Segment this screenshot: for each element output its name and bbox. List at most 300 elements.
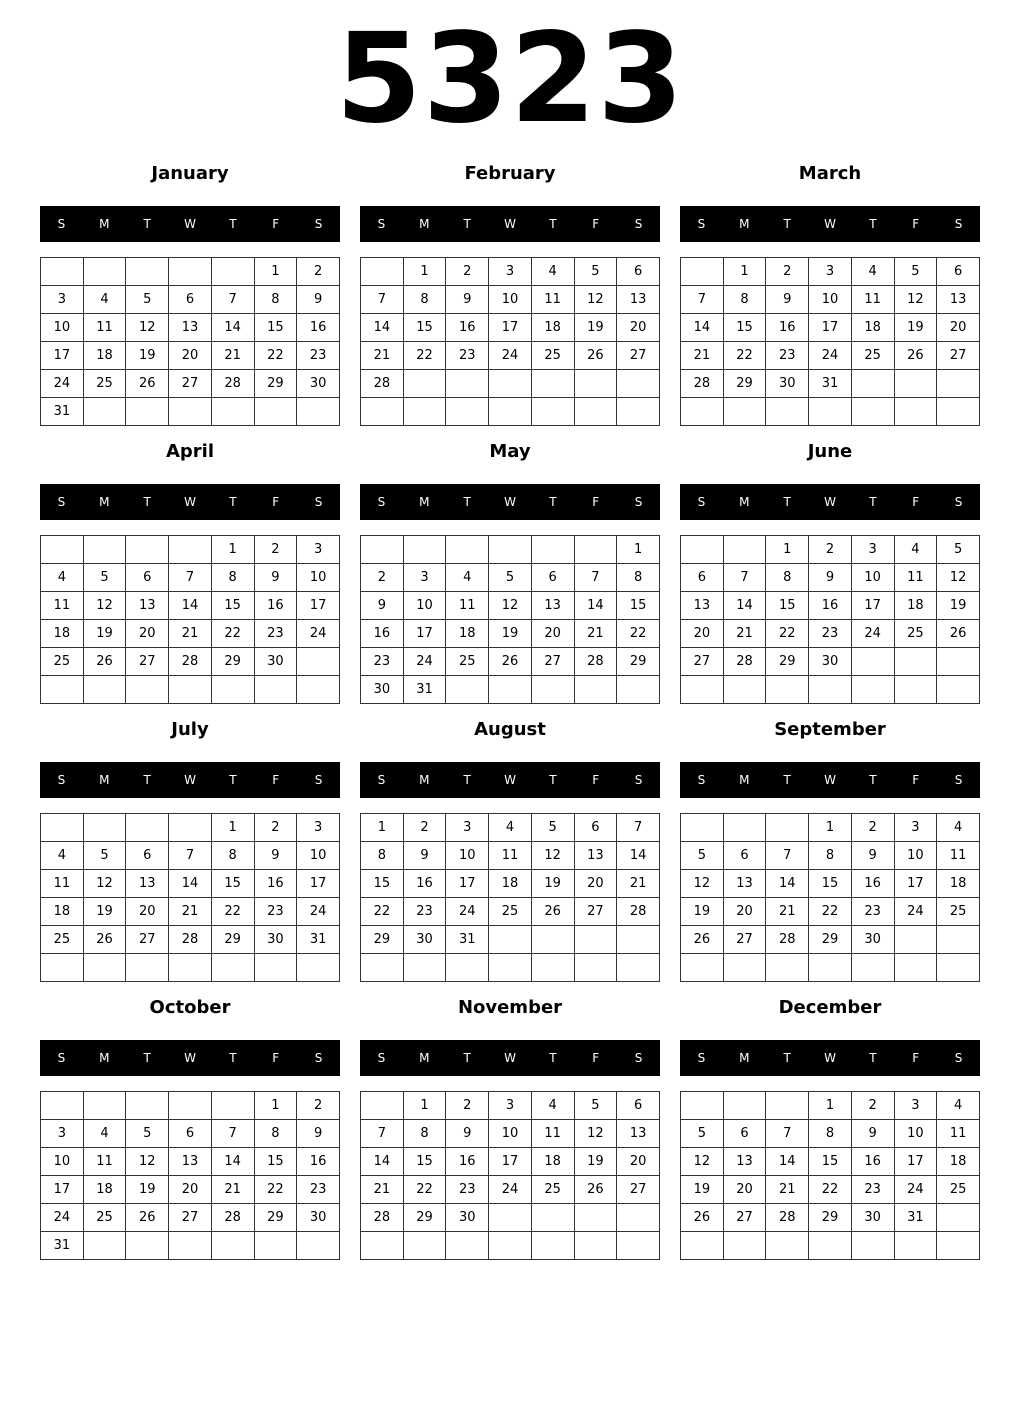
day-cell: 27 [169,370,212,398]
day-cell: 28 [617,898,660,926]
day-cell: 27 [126,926,169,954]
day-cell: 28 [169,926,212,954]
weekday-label: S [697,1051,706,1065]
day-cell [297,398,340,426]
week-row [361,1120,660,1148]
day-cell [617,676,660,704]
day-cell [531,954,574,982]
weekday-header [680,484,980,520]
day-cell: 5 [681,842,724,870]
day-cell [126,1092,169,1120]
day-cell [894,954,937,982]
day-cell: 22 [723,342,766,370]
week-row [361,314,660,342]
day-cell [361,1232,404,1260]
day-cell: 17 [41,342,84,370]
day-cell: 19 [681,1176,724,1204]
day-cell: 3 [894,814,937,842]
day-cell: 2 [403,814,446,842]
day-cell: 16 [254,870,297,898]
day-cell: 10 [851,564,894,592]
week-row [361,536,660,564]
day-cell: 26 [531,898,574,926]
day-cell: 8 [361,842,404,870]
day-cell: 3 [851,536,894,564]
week-row [681,1120,980,1148]
month-name: October [149,997,231,1018]
day-cell: 1 [403,258,446,286]
day-cell [41,258,84,286]
week-row [41,370,340,398]
day-grid [360,257,660,426]
day-cell: 27 [723,926,766,954]
week-row [361,926,660,954]
week-row [681,314,980,342]
day-cell: 8 [723,286,766,314]
month-name: September [774,719,886,740]
day-cell [681,1232,724,1260]
day-cell: 22 [809,898,852,926]
month-name: February [464,163,556,184]
day-cell [809,954,852,982]
week-row [681,258,980,286]
weekday-label: S [697,773,706,787]
weekday-label: W [824,1051,836,1065]
weekday-label: T [783,217,791,231]
day-cell [809,1232,852,1260]
week-row [41,648,340,676]
day-cell: 15 [211,592,254,620]
week-row [41,1092,340,1120]
day-cell [83,676,126,704]
day-cell: 10 [297,842,340,870]
week-row [361,1148,660,1176]
day-cell: 26 [681,1204,724,1232]
weekday-header [360,484,660,520]
day-cell: 6 [937,258,980,286]
day-cell: 9 [446,286,489,314]
day-cell: 2 [851,814,894,842]
day-cell [894,676,937,704]
weekday-label: M [739,495,750,509]
day-cell: 1 [403,1092,446,1120]
weekday-header [680,206,980,242]
day-cell: 3 [489,1092,532,1120]
day-cell: 4 [83,1120,126,1148]
day-cell: 15 [361,870,404,898]
day-cell [894,1232,937,1260]
day-cell: 6 [723,842,766,870]
day-cell: 3 [894,1092,937,1120]
day-cell: 4 [531,1092,574,1120]
day-cell: 17 [297,870,340,898]
week-row [681,1148,980,1176]
day-cell: 28 [681,370,724,398]
day-cell: 10 [446,842,489,870]
day-cell: 2 [766,258,809,286]
day-cell [681,676,724,704]
day-cell: 14 [723,592,766,620]
day-cell: 4 [489,814,532,842]
weekday-label: S [377,217,386,231]
week-row [41,536,340,564]
day-cell: 20 [617,1148,660,1176]
weekday-label: F [912,495,920,509]
weekday-label: M [99,1051,110,1065]
day-cell: 23 [446,1176,489,1204]
day-cell: 1 [211,814,254,842]
day-cell: 15 [809,1148,852,1176]
day-cell [126,536,169,564]
day-cell [937,370,980,398]
weekday-header [680,1040,980,1076]
day-cell: 31 [41,1232,84,1260]
day-cell [851,648,894,676]
day-cell: 11 [83,314,126,342]
week-row [361,286,660,314]
weekday-header [40,206,340,242]
weekday-header [40,1040,340,1076]
day-cell [574,1232,617,1260]
day-cell: 12 [531,842,574,870]
day-cell: 18 [531,314,574,342]
week-row [681,926,980,954]
day-cell [489,398,532,426]
weekday-label: F [592,1051,600,1065]
weekday-label: T [143,217,151,231]
weekday-label: S [57,217,66,231]
day-cell: 1 [254,258,297,286]
weekday-label: M [99,217,110,231]
week-row [681,564,980,592]
day-cell: 6 [169,1120,212,1148]
day-cell: 3 [489,258,532,286]
week-row [41,870,340,898]
day-cell [489,1232,532,1260]
day-cell: 20 [617,314,660,342]
weekday-label: T [229,1051,237,1065]
day-cell [403,398,446,426]
day-cell [403,370,446,398]
day-cell [489,926,532,954]
month-name: July [171,719,209,740]
weekday-label: T [869,773,877,787]
day-cell [766,954,809,982]
weekday-label: M [419,1051,430,1065]
weekday-label: T [463,1051,471,1065]
day-cell: 3 [403,564,446,592]
day-cell [766,1232,809,1260]
day-cell: 19 [83,898,126,926]
day-cell [723,676,766,704]
day-cell: 8 [254,1120,297,1148]
day-cell [169,398,212,426]
day-cell [254,676,297,704]
day-cell: 31 [894,1204,937,1232]
day-cell [446,370,489,398]
day-cell [617,370,660,398]
day-cell: 9 [361,592,404,620]
day-cell: 24 [41,1204,84,1232]
day-cell [617,398,660,426]
day-cell [403,954,446,982]
day-cell: 6 [531,564,574,592]
day-cell: 23 [766,342,809,370]
day-cell: 11 [41,870,84,898]
weekday-label: T [143,495,151,509]
weekday-label: M [99,495,110,509]
day-cell: 26 [489,648,532,676]
day-cell: 12 [126,314,169,342]
day-cell [851,954,894,982]
day-cell: 18 [446,620,489,648]
day-cell: 27 [681,648,724,676]
day-cell: 28 [211,1204,254,1232]
day-cell: 7 [169,564,212,592]
day-cell [211,1092,254,1120]
weekday-label: S [634,217,643,231]
day-cell: 4 [851,258,894,286]
day-cell: 15 [809,870,852,898]
day-cell: 13 [169,1148,212,1176]
day-cell: 21 [211,1176,254,1204]
day-cell: 10 [489,286,532,314]
day-cell: 13 [126,870,169,898]
day-cell: 25 [83,370,126,398]
day-cell: 7 [766,842,809,870]
day-cell: 11 [851,286,894,314]
day-cell: 9 [446,1120,489,1148]
day-cell: 4 [937,814,980,842]
day-cell: 10 [489,1120,532,1148]
day-cell: 9 [254,564,297,592]
day-cell: 3 [41,286,84,314]
day-cell [681,814,724,842]
month-name: May [489,441,531,462]
day-cell: 29 [403,1204,446,1232]
week-row [361,258,660,286]
day-cell: 13 [169,314,212,342]
day-cell: 27 [574,898,617,926]
week-row [41,898,340,926]
day-cell: 31 [403,676,446,704]
week-row [361,676,660,704]
day-cell: 26 [126,1204,169,1232]
weekday-label: F [272,495,280,509]
day-cell: 23 [809,620,852,648]
day-cell: 17 [894,870,937,898]
day-cell [361,258,404,286]
day-cell: 17 [894,1148,937,1176]
week-row [681,870,980,898]
day-cell: 18 [41,898,84,926]
day-cell: 24 [446,898,489,926]
day-grid [680,535,980,704]
day-cell: 4 [41,564,84,592]
day-cell [851,398,894,426]
week-row [361,1176,660,1204]
day-cell: 19 [531,870,574,898]
day-cell: 25 [83,1204,126,1232]
day-cell: 1 [361,814,404,842]
day-cell: 2 [851,1092,894,1120]
day-cell: 22 [211,898,254,926]
day-cell: 4 [531,258,574,286]
day-cell [681,1092,724,1120]
day-cell [254,1232,297,1260]
day-cell: 28 [766,926,809,954]
week-row [681,398,980,426]
day-cell: 14 [361,314,404,342]
week-row [361,898,660,926]
day-cell [937,1204,980,1232]
day-cell [681,398,724,426]
day-cell [211,398,254,426]
weekday-label: S [954,773,963,787]
day-cell: 15 [211,870,254,898]
day-cell: 22 [254,1176,297,1204]
day-cell: 17 [489,314,532,342]
day-cell [169,1092,212,1120]
weekday-label: S [954,495,963,509]
day-cell: 10 [894,842,937,870]
day-grid [680,257,980,426]
week-row [361,1232,660,1260]
month-name: June [807,441,853,462]
day-cell [403,1232,446,1260]
day-cell: 11 [937,1120,980,1148]
week-row [41,1176,340,1204]
day-cell: 1 [254,1092,297,1120]
day-cell: 28 [361,1204,404,1232]
day-cell [766,398,809,426]
day-cell [211,676,254,704]
weekday-label: T [229,217,237,231]
weekday-label: T [783,495,791,509]
day-cell: 4 [446,564,489,592]
weekday-label: S [314,1051,323,1065]
day-cell: 21 [169,898,212,926]
weekday-label: T [463,495,471,509]
weekday-label: M [419,217,430,231]
weekday-label: T [869,495,877,509]
weekday-label: M [739,773,750,787]
day-cell: 30 [297,1204,340,1232]
day-cell: 23 [851,1176,894,1204]
day-cell: 11 [531,1120,574,1148]
week-row [681,648,980,676]
day-cell [681,954,724,982]
day-cell: 31 [41,398,84,426]
day-cell: 16 [254,592,297,620]
day-cell: 30 [403,926,446,954]
day-cell: 28 [211,370,254,398]
day-grid [680,813,980,982]
day-cell [937,954,980,982]
day-cell: 24 [403,648,446,676]
day-cell: 10 [41,1148,84,1176]
weekday-label: T [143,773,151,787]
day-cell: 8 [403,1120,446,1148]
day-cell: 24 [894,898,937,926]
day-cell: 27 [531,648,574,676]
day-cell: 10 [41,314,84,342]
day-cell: 26 [83,926,126,954]
week-row [41,564,340,592]
day-cell [41,1092,84,1120]
weekday-label: S [314,217,323,231]
day-cell [937,926,980,954]
day-cell: 12 [126,1148,169,1176]
weekday-header [40,762,340,798]
day-cell [617,926,660,954]
week-row [681,592,980,620]
day-cell: 13 [531,592,574,620]
day-cell [937,676,980,704]
day-cell [489,536,532,564]
day-cell [254,398,297,426]
day-cell: 5 [83,564,126,592]
weekday-label: T [549,495,557,509]
day-cell: 21 [169,620,212,648]
day-cell: 13 [617,1120,660,1148]
day-cell: 23 [851,898,894,926]
day-cell: 23 [403,898,446,926]
day-cell: 20 [169,342,212,370]
weekday-label: M [739,1051,750,1065]
weekday-label: W [504,495,516,509]
day-cell [126,258,169,286]
week-row [41,1204,340,1232]
day-cell [126,676,169,704]
day-cell: 5 [937,536,980,564]
day-cell: 8 [211,564,254,592]
day-cell: 27 [937,342,980,370]
weekday-header [680,762,980,798]
day-cell [894,398,937,426]
day-cell: 31 [809,370,852,398]
weekday-label: W [184,217,196,231]
day-cell: 30 [766,370,809,398]
day-cell: 7 [211,286,254,314]
day-cell: 16 [809,592,852,620]
day-cell: 29 [723,370,766,398]
day-cell: 9 [851,842,894,870]
day-cell [894,926,937,954]
weekday-label: S [634,773,643,787]
day-cell: 26 [937,620,980,648]
day-cell: 26 [83,648,126,676]
day-cell: 30 [254,926,297,954]
weekday-label: W [824,773,836,787]
day-cell: 18 [41,620,84,648]
day-cell: 20 [723,1176,766,1204]
day-cell: 25 [531,1176,574,1204]
day-cell: 2 [254,536,297,564]
day-cell: 7 [574,564,617,592]
day-cell [574,954,617,982]
day-cell: 14 [169,870,212,898]
weekday-label: W [184,495,196,509]
day-grid [360,1091,660,1260]
week-row [41,814,340,842]
day-cell: 17 [851,592,894,620]
day-grid [360,813,660,982]
day-cell: 13 [126,592,169,620]
day-cell: 9 [403,842,446,870]
weekday-label: M [419,773,430,787]
day-cell: 9 [297,1120,340,1148]
